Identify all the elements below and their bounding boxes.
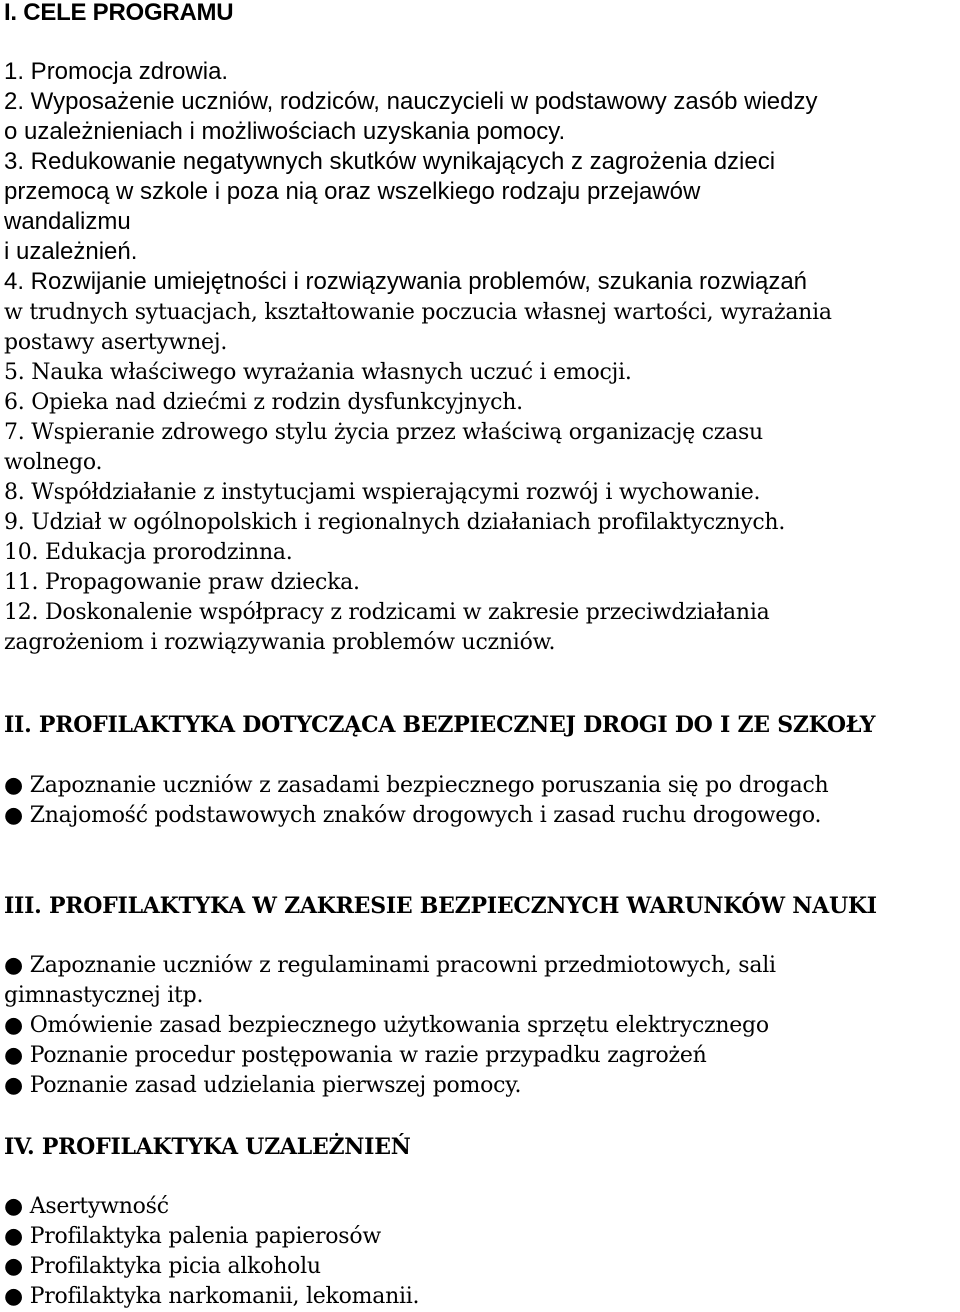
goal-line: zagrożeniom i rozwiązywania problemów uczniów.	[4, 630, 556, 655]
bullet-item: ● Omówienie zasad bezpiecznego użytkowania sprzętu elektrycznego	[4, 1013, 769, 1038]
goal-line: wandalizmu	[4, 208, 131, 235]
goal-line: 1. Promocja zdrowia.	[4, 58, 229, 85]
goal-line: 11. Propagowanie praw dziecka.	[4, 570, 360, 595]
goal-line: i uzależnień.	[4, 238, 138, 265]
bullet-item: ● Poznanie zasad udzielania pierwszej pomocy.	[4, 1073, 522, 1098]
goal-line: 2. Wyposażenie uczniów, rodziców, nauczycieli w podstawowy zasób wiedzy	[4, 88, 818, 115]
goal-line: 3. Redukowanie negatywnych skutków wynikających z zagrożenia dzieci	[4, 148, 776, 175]
bullet-item: ● Zapoznanie uczniów z zasadami bezpiecznego poruszania się po drogach	[4, 773, 829, 798]
goal-line: 5. Nauka właściwego wyrażania własnych uczuć i emocji.	[4, 360, 632, 385]
bullet-item: ● Profilaktyka picia alkoholu	[4, 1254, 321, 1279]
goal-line: 8. Współdziałanie z instytucjami wspierającymi rozwój i wychowanie.	[4, 480, 761, 505]
bullet-item: ● Profilaktyka palenia papierosów	[4, 1224, 381, 1249]
section-heading-addiction: IV. PROFILAKTYKA UZALEŻNIEŃ	[4, 1134, 411, 1160]
bullet-item: ● Profilaktyka narkomanii, lekomanii.	[4, 1284, 420, 1309]
bullet-item: ● Znajomość podstawowych znaków drogowych i zasad ruchu drogowego.	[4, 803, 822, 828]
section-heading-goals: I. CELE PROGRAMU	[4, 0, 234, 26]
section-heading-school-safety: III. PROFILAKTYKA W ZAKRESIE BEZPIECZNYCH WARUNKÓW NAUKI	[4, 893, 877, 919]
goal-line: 12. Doskonalenie współpracy z rodzicami w zakresie przeciwdziałania	[4, 600, 770, 625]
goal-line: 4. Rozwijanie umiejętności i rozwiązywania problemów, szukania rozwiązań	[4, 268, 808, 295]
bullet-item: ● Poznanie procedur postępowania w razie przypadku zagrożeń	[4, 1043, 707, 1068]
goal-line: przemocą w szkole i poza nią oraz wszelkiego rodzaju przejawów	[4, 178, 701, 205]
goal-line: w trudnych sytuacjach, kształtowanie poczucia własnej wartości, wyrażania	[4, 300, 832, 325]
goal-line: 10. Edukacja prorodzinna.	[4, 540, 293, 565]
goal-line: 6. Opieka nad dziećmi z rodzin dysfunkcyjnych.	[4, 390, 523, 415]
goal-line: 7. Wspieranie zdrowego stylu życia przez właściwą organizację czasu	[4, 420, 763, 445]
goal-line: wolnego.	[4, 450, 103, 475]
bullet-item: ● Zapoznanie uczniów z regulaminami pracowni przedmiotowych, sali	[4, 953, 776, 978]
section-heading-road-safety: II. PROFILAKTYKA DOTYCZĄCA BEZPIECZNEJ DROGI DO I ZE SZKOŁY	[4, 712, 876, 738]
bullet-item: ● Asertywność	[4, 1194, 169, 1219]
bullet-item-continuation: gimnastycznej itp.	[4, 983, 204, 1008]
goal-line: 9. Udział w ogólnopolskich i regionalnych działaniach profilaktycznych.	[4, 510, 786, 535]
goal-line: o uzależnieniach i możliwościach uzyskania pomocy.	[4, 118, 566, 145]
goal-line: postawy asertywnej.	[4, 330, 228, 355]
